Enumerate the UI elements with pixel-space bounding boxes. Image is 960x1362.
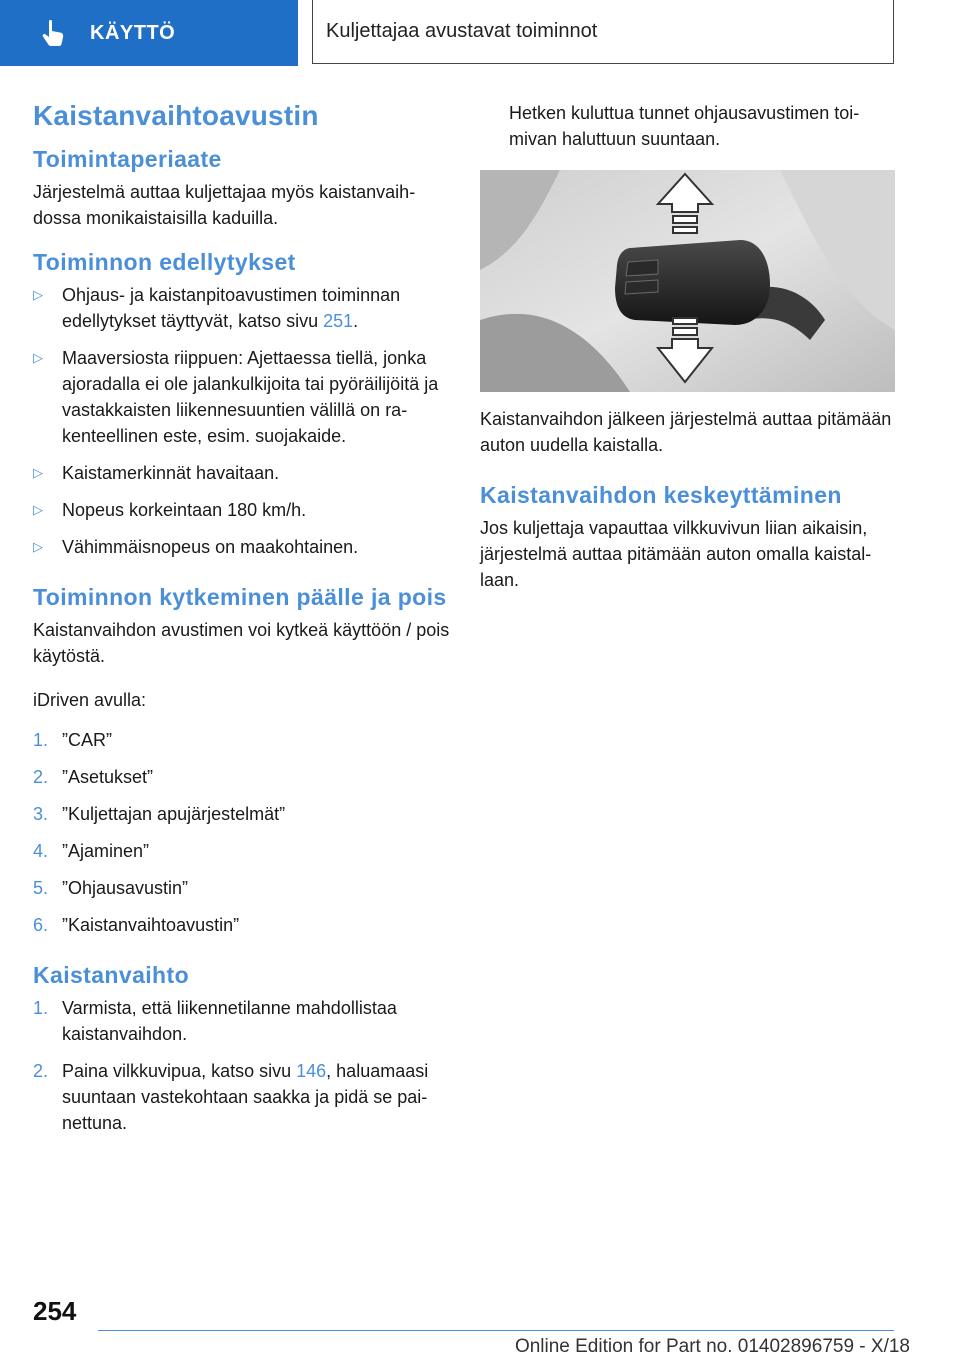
list-item [33, 534, 453, 560]
page-title: Kaistanvaihtoavustin [33, 100, 319, 131]
section-tab [0, 0, 298, 66]
step-text: ”Kuljettajan apujärjestelmät” [62, 804, 286, 824]
step-number: 2. [33, 1061, 49, 1081]
triangle-bullet-icon: ▷ [33, 350, 43, 365]
page-link-146[interactable]: 146 [296, 1061, 327, 1081]
principle-text: Järjestelmä auttaa kuljettajaa myös kaistanvaihdossa monikaistaisilla kaduilla. [33, 182, 416, 228]
list-item [33, 764, 453, 790]
step-number: 5. [33, 878, 49, 898]
section-label: KÄYTTÖ [90, 21, 176, 44]
list-item-text: Vähimmäisnopeus on maakohtainen. [62, 537, 359, 557]
triangle-bullet-icon: ▷ [33, 502, 43, 517]
list-item-text: Kaistamerkinnät havaitaan. [62, 463, 280, 483]
list-item [33, 345, 453, 449]
step-text: ”Ohjausavustin” [62, 878, 189, 898]
turn-signal-lever-illustration [480, 170, 895, 392]
step-number: 1. [33, 998, 49, 1018]
triangle-bullet-icon: ▷ [33, 539, 43, 554]
switching-text: Kaistanvaihdon avustimen voi kytkeä käyttöön / pois käytöstä. [33, 620, 450, 666]
list-item-text-end: . [353, 311, 359, 331]
step-text: ”CAR” [62, 730, 112, 750]
step-number: 6. [33, 915, 49, 935]
list-item [33, 282, 453, 334]
step-text-end: , haluamaasi suuntaan vastekohtaan saakka ja pidä se painettuna. [62, 1061, 429, 1133]
list-item [33, 838, 453, 864]
list-item-text: Ohjaus- ja kaistanpitoavustimen toiminnan edellytykset täyttyvät, katso sivu [62, 285, 401, 331]
triangle-bullet-icon: ▷ [33, 465, 43, 480]
list-item-text: Nopeus korkeintaan 180 km/h. [62, 500, 307, 520]
principle-heading: Toimintaperiaate [33, 146, 222, 172]
chapter-title: Kuljettajaa avustavat toiminnot [312, 0, 894, 64]
step-text: ”Ajaminen” [62, 841, 150, 861]
step-number: 1. [33, 730, 49, 750]
right-column [480, 100, 895, 611]
page-number: 254 [33, 1296, 77, 1326]
step-number: 4. [33, 841, 49, 861]
step-number: 3. [33, 804, 49, 824]
intro-text: Hetken kuluttua tunnet ohjausavustimen toimivan haluttuun suuntaan. [509, 103, 860, 149]
lane-change-steps [33, 995, 453, 1136]
prerequisites-heading: Toiminnon edellytykset [33, 249, 296, 275]
list-item [33, 875, 453, 901]
hand-pointer-icon [38, 18, 68, 48]
step-text: ”Asetukset” [62, 767, 154, 787]
list-item [33, 727, 453, 753]
cancel-heading: Kaistanvaihdon keskeyttäminen [480, 482, 842, 508]
list-item [33, 1058, 453, 1136]
step-text: Varmista, että liikennetilanne mahdollistaa kaistanvaihdon. [62, 998, 397, 1044]
lane-change-heading: Kaistanvaihto [33, 962, 190, 988]
idrive-text: iDriven avulla: [33, 690, 147, 710]
prerequisites-list [33, 282, 453, 560]
list-item [33, 912, 453, 938]
page-link-251[interactable]: 251 [323, 311, 354, 331]
list-item-text: Maaversiosta riippuen: Ajettaessa tiellä, jonka ajoradalla ei ole jalankulkijoita tai pyöräilijöitä ja vastakkaisten liikennesuuntien välillä on rakenteellinen este, esim. suojakaide. [62, 348, 439, 446]
idrive-steps [33, 727, 453, 938]
step-text: ”Kaistanvaihtoavustin” [62, 915, 240, 935]
list-item [33, 460, 453, 486]
step-text: Paina vilkkuvipua, katso sivu [62, 1061, 297, 1081]
after-figure-text: Kaistanvaihdon jälkeen järjestelmä auttaa pitämään auton uudella kaistalla. [480, 409, 892, 455]
list-item [33, 801, 453, 827]
list-item [33, 995, 453, 1047]
list-item [33, 497, 453, 523]
footer-edition: Online Edition for Part no. 01402896759 - X/18 [514, 1336, 910, 1357]
cancel-text: Jos kuljettaja vapauttaa vilkkuvivun liian aikaisin, järjestelmä auttaa pitämään auton omalla kaistallaan. [480, 518, 872, 590]
left-column [33, 100, 453, 1160]
footer-divider [98, 1330, 894, 1331]
step-number: 2. [33, 767, 49, 787]
switching-heading: Toiminnon kytkeminen päälle ja pois [33, 584, 447, 610]
triangle-bullet-icon: ▷ [33, 287, 43, 302]
